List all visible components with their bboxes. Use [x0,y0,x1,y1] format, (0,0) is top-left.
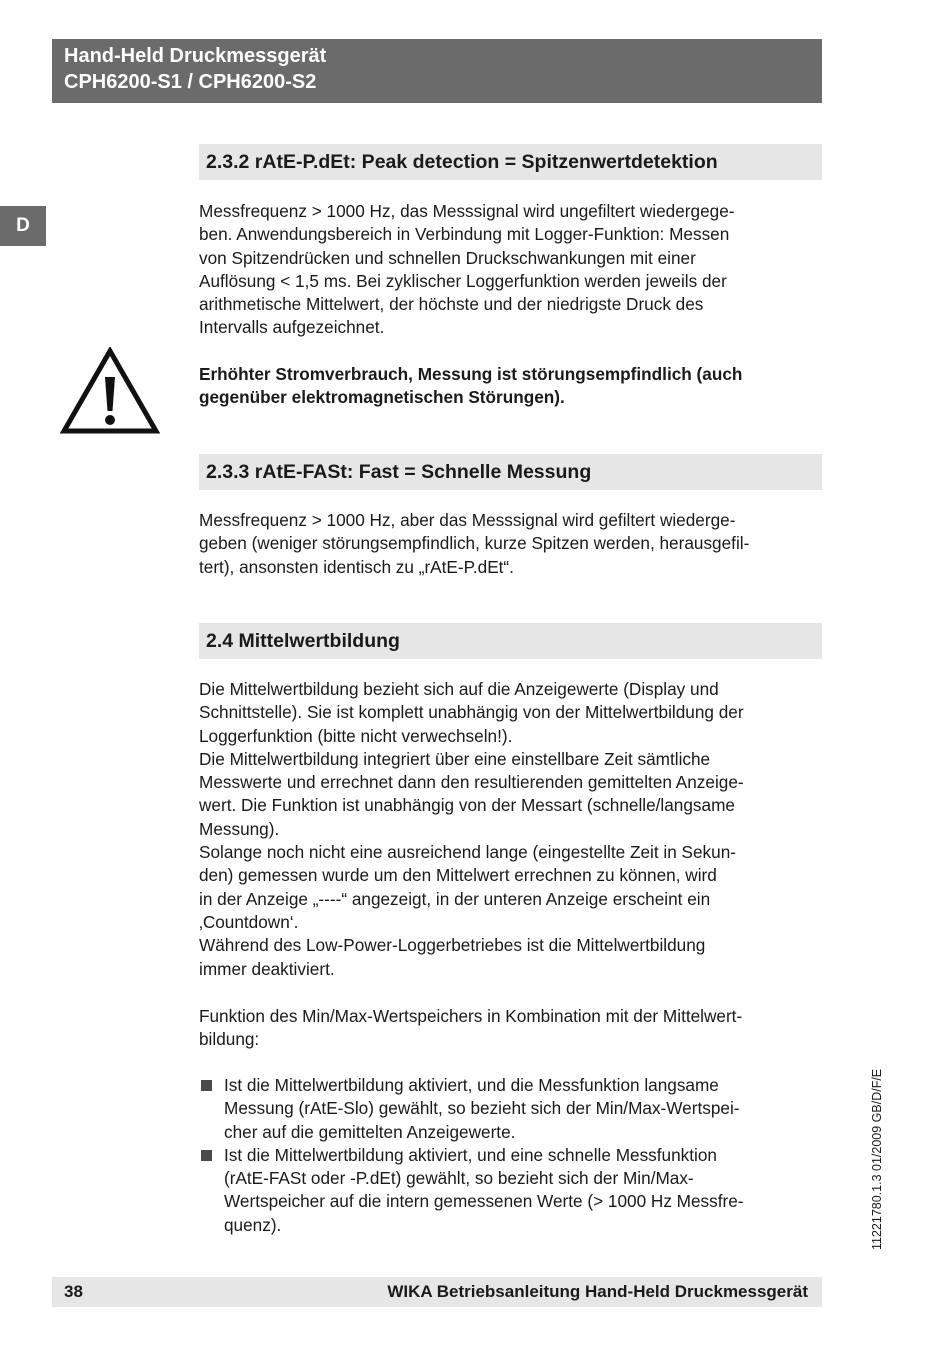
text-line: Messung (rAtE-Slo) gewählt, so bezieht sich der Min/Max-Wertspei- [224,1098,740,1119]
text-line: Messfrequenz > 1000 Hz, aber das Messsignal wird gefiltert wiederge- [199,510,736,530]
section-heading-2-3-3: 2.3.3 rAtE-FASt: Fast = Schnelle Messung [199,454,822,490]
square-bullet-icon [201,1150,212,1161]
warning-triangle-icon [60,347,160,435]
text-line: von Spitzendrücken und schnellen Druckschwankungen mit einer [199,247,696,268]
text-line: Auflösung < 1,5 ms. Bei zyklischer Loggerfunktion werden jeweils der [199,270,727,291]
text-line: in der Anzeige „----“ angezeigt, in der unteren Anzeige erscheint ein [199,888,711,909]
paragraph-fast [199,509,829,579]
text-line: tert), ansonsten identisch zu „rAtE-P.dEt“. [199,556,514,577]
text-line: arithmetische Mittelwert, der höchste und der niedrigste Druck des [199,294,704,315]
text-line: Die Mittelwertbildung integriert über eine einstellbare Zeit sämtliche [199,748,711,769]
footer-text: WIKA Betriebsanleitung Hand-Held Druckmessgerät [387,1282,808,1301]
warning-text [199,363,829,410]
language-tab: D [0,206,46,246]
text-line: Loggerfunktion (bitte nicht verwechseln!). [199,725,513,746]
text-line: den) gemessen wurde um den Mittelwert errechnen zu können, wird [199,865,717,886]
bullet-list [199,1074,829,1237]
text-line: cher auf die gemittelten Anzeigewerte. [224,1121,516,1142]
section-heading-2-3-2: 2.3.2 rAtE-P.dEt: Peak detection = Spitzenwertdetektion [199,144,822,180]
text-line: Messung). [199,818,280,839]
text-line: bildung: [199,1029,260,1050]
square-bullet-icon [201,1080,212,1091]
paragraph-mittelwertbildung [199,678,829,981]
text-line: geben (weniger störungsempfindlich, kurze Spitzen werden, herausgefil- [199,533,750,554]
page-header [52,39,822,103]
text-line: Solange noch nicht eine ausreichend lange (eingestellte Zeit in Sekun- [199,842,736,863]
text-line: Wertspeicher auf die intern gemessenen Werte (> 1000 Hz Messfre- [224,1191,744,1212]
header-title-line1: Hand-Held Druckmessgerät [64,45,327,67]
text-line: immer deaktiviert. [199,958,335,979]
list-item [199,1074,829,1144]
text-line: Messwerte und errechnet dann den resultierenden gemittelten Anzeige- [199,772,744,793]
text-line: wert. Die Funktion ist unabhängig von der Messart (schnelle/langsame [199,795,735,816]
text-line: (rAtE-FASt oder -P.dEt) gewählt, so bezieht sich der Min/Max- [224,1168,694,1189]
text-line: gegenüber elektromagnetischen Störungen). [199,387,565,408]
text-line: quenz). [224,1214,282,1235]
text-line: Messfrequenz > 1000 Hz, das Messsignal wird ungefiltert wiedergege- [199,201,735,221]
page-footer [52,1277,822,1307]
text-line: ben. Anwendungsbereich in Verbindung mit Logger-Funktion: Messen [199,224,730,245]
section-heading-2-4: 2.4 Mittelwertbildung [199,623,822,659]
paragraph-minmax-intro [199,1005,829,1052]
page-number: 38 [64,1282,83,1301]
document-code: 11221780.1.3 01/2009 GB/D/F/E [870,1068,884,1250]
text-line: ‚Countdown‘. [199,911,299,932]
list-item [199,1144,829,1237]
text-line: Erhöhter Stromverbrauch, Messung ist störungsempfindlich (auch [199,364,743,384]
paragraph-peak-detection [199,200,829,340]
text-line: Intervalls aufgezeichnet. [199,317,385,338]
text-line: Schnittstelle). Sie ist komplett unabhängig von der Mittelwertbildung der [199,702,744,723]
text-line: Während des Low-Power-Loggerbetriebes ist die Mittelwertbildung [199,935,706,956]
header-title-line2: CPH6200-S1 / CPH6200-S2 [64,71,317,93]
text-line: Funktion des Min/Max-Wertspeichers in Kombination mit der Mittelwert- [199,1006,743,1026]
text-line: Ist die Mittelwertbildung aktiviert, und die Messfunktion langsame [224,1075,719,1095]
text-line: Ist die Mittelwertbildung aktiviert, und eine schnelle Messfunktion [224,1144,717,1165]
text-line: Die Mittelwertbildung bezieht sich auf die Anzeigewerte (Display und [199,679,719,699]
